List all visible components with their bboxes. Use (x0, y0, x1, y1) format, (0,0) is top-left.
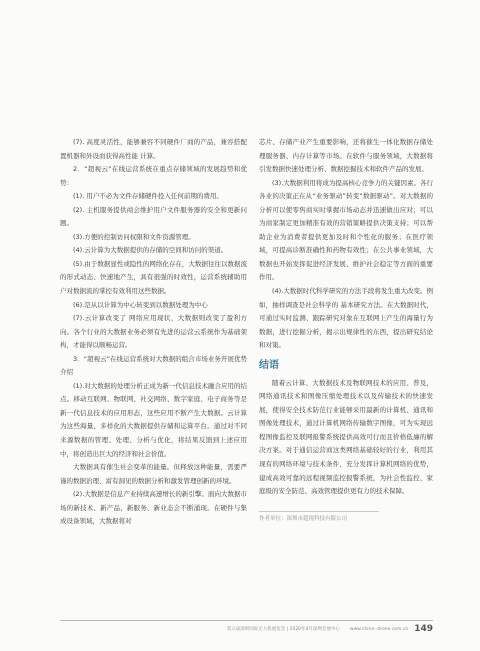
body-paragraph: (3).方便的控制访问权限和文件资源管理。 (73, 232, 195, 241)
body-paragraph: (7).云计算改变了 网络应用现状，大数据则改变了盈利方向。各个行业的大数据业务必须有先进的运营云系统作为基础架构，才能得以顺畅运营。 (60, 314, 247, 350)
body-paragraph: 2．“超视云”在线运营系统在重点存储领域的发展趋势和优势： (60, 165, 247, 187)
body-paragraph: (4).云计算为大数据提供的存储的空间和访问的渠道。 (73, 246, 228, 255)
author-affiliation-note: 作者单位：深圳市超视科技有限公司 (259, 511, 379, 524)
page-number: 149 (414, 624, 433, 634)
left-column (60, 136, 247, 529)
footer-journal-info: 第五届深圳国际无人机展览会 | 2020年4月深圳会展中心 (226, 627, 340, 632)
body-paragraph: (7). 高度灵活性，能够兼容不同硬件厂商的产品，兼容搭配置机器和外设而获得高性能 计算。 (60, 138, 247, 160)
right-column (259, 136, 433, 524)
body-paragraph: 大数据具有催生社会变革的能量。但释放这种能量，需要严谨的数据治理、富有洞见的数据分析和激发管理创新的环境。 (60, 463, 247, 485)
body-paragraph: (6).是从以计算为中心转变到以数据处理为中心 (73, 300, 208, 309)
conclusion-paragraph: 随着云计算、大数据技术及物联网技术的应用、普及，网络通讯技术和图像压缩处理技术以及传输技术的快速发展，使得安全技术防范行业能够采用最新的计算机、通讯和图像处理技术，通过计算机网络传输数字图像，可为实现远程图像监控及联网报警系统提供高效可行而且价格低廉的解决方案。对于通信运营商这类网络基础较好的行业，利用其现有的网络环境与技术条件，充分发挥计算机网络的优势，建成高效可靠的远程视频监控报警系统，为社会性监控、家庭级的安全防范、高效管理提供更有力的技术保障。 (259, 378, 433, 496)
page-footer (60, 620, 433, 634)
body-paragraph: 芯片、存储产业产生重要影响，还将催生一体化数据存储处理服务器、内存计算等市场。在软件与服务领域，大数据将引发数据快速处理分析、数据挖掘技术和软件产品的发展。 (259, 138, 433, 174)
body-paragraph: (3).大数据利用将成为提高核心竞争力的关键因素。各行各业的决策正在从“业务驱动”转变“数据驱动”。对大数据的分析可以使零售商实时掌握市场动态并迅速做出应对；可以为商家制定更加精准有效的营销策略提供决策支持；可以帮助企业为消费者提供更加及时和个性化的服务；在医疗领域，可提高诊断准确性和药物有效性；在公共事业领域，大数据也开始发挥促进经济发展、维护社会稳定等方面的重要作用。 (259, 178, 433, 282)
footer-website: www.china--drone.com.cn (349, 626, 409, 632)
body-paragraph: (1).对大数据的处理分析正成为新一代信息技术融合应用的结点。移动互联网、物联网、社交网络、数字家庭、电子商务等是新一代信息技术的应用形态，这些应用不断产生大数据。云计算为这些海量、多样化的大数据提供存储和运算平台。通过对不同来源数据的管理、处理、分析与优化，将结果反馈到上述应用中，将创造出巨大的经济和社会价值。 (60, 381, 247, 458)
body-paragraph: (5).由于数据显性或隐性的网络化存在，大数据往往以数据流的形式动态、快速地产生，具有很强的时效性，运营系统辅助用户对数据流的掌控有效利用这些数据。 (60, 259, 247, 296)
body-paragraph: (2).大数据是信息产业持续高速增长的新引擎。面向大数据市场的新技术、新产品、新服务、新业态会不断涌现。在硬件与集成设备领域，大数据将对 (60, 490, 247, 526)
section-heading-conclusion: 结语 (259, 359, 279, 371)
body-paragraph: 3．“超视云”在线运营系统对大数据的组合市场业务开展优势介绍 (60, 354, 247, 377)
body-paragraph: (4).大数据时代科学研究的方法手段将发生重大改变。例如，抽样调查是社会科学的 基本研究方法。在大数据时代，可通过实时监测、跟踪研究对象在互联网上产生的海量行为数据，进行挖掘分析，揭示出规律性的东西，提出研究结论和对策。 (259, 287, 433, 350)
body-paragraph: (2). 主机服务提供商会维护用户文件服务器的安全和更新问题。 (60, 205, 247, 228)
body-paragraph: (1). 用户不必为文件存储硬件投入任何前期的费用。 (73, 192, 223, 201)
